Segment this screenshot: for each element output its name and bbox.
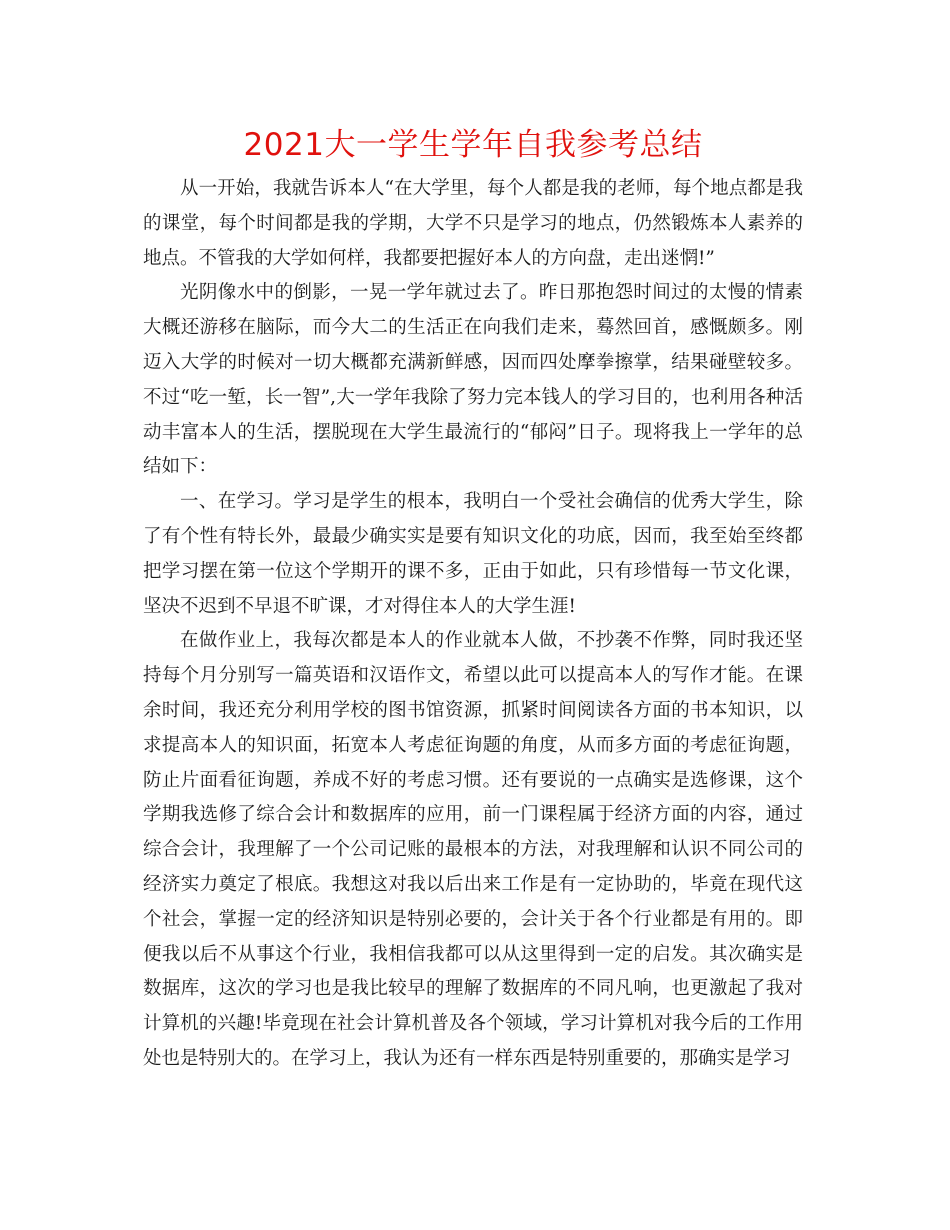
paragraph-year-review: 光阴像水中的倒影，一晃一学年就过去了。昨日那抱怨时间过的太慢的情素大概还游移在脑际，而今大二的生活正在向我们走来，蓦然回首，感慨颇多。刚迈入大学的时候对一切大概都充满新鲜感，因而四处摩拳擦掌，结果碰壁较多。不过“吃一堑，长一智”,大一学年我除了努力完本钱人的学习目的，也利用各种活动丰富本人的生活，摆脱现在大学生最流行的“郁闷”日子。现将我上一学年的总结如下： — [143, 282, 803, 478]
document-title: 2021大一学生学年自我参考总结 — [243, 127, 703, 163]
paragraph-intro: 从一开始，我就告诉本人“在大学里，每个人都是我的老师，每个地点都是我的课堂，每个时间都是我的学期，大学不只是学习的地点，仍然锻炼本人素养的地点。不管我的大学如何样，我都要把握好本人的方向盘，走出迷惘!” — [143, 178, 803, 269]
document-page — [143, 118, 803, 1077]
paragraph-study: 一、在学习。学习是学生的根本，我明白一个受社会确信的优秀大学生，除了有个性有特长外，最最少确实实是要有知识文化的功底，因而，我至始至终都把学习摆在第一位这个学期开的课不多，正由于如此，只有珍惜每一节文化课，坚决不迟到不早退不旷课，才对得住本人的大学生涯! — [143, 491, 803, 617]
paragraph-homework: 在做作业上，我每次都是本人的作业就本人做，不抄袭不作弊，同时我还坚持每个月分别写一篇英语和汉语作文，希望以此可以提高本人的写作才能。在课余时间，我还充分利用学校的图书馆资源，抓紧时间阅读各方面的书本知识，以求提高本人的知识面，拓宽本人考虑征询题的角度，从而多方面的考虑征询题，防止片面看征询题，养成不好的考虑习惯。还有要说的一点确实是选修课，这个学期我选修了综合会计和数据库的应用，前一门课程属于经济方面的内容，通过综合会计，我理解了一个公司记账的最根本的方法，对我理解和认识不同公司的经济实力奠定了根底。我想这对我以后出来工作是有一定协助的，毕竟在现代这个社会，掌握一定的经济知识是特别必要的，会计关于各个行业都是有用的。即便我以后不从事这个行业，我相信我都可以从这里得到一定的启发。其次确实是数据库，这次的学习也是我比较早的理解了数据库的不同凡响，也更激起了我对计算机的兴趣!毕竟现在社会计算机普及各个领域，学习计算机对我今后的工作用处也是特别大的。在学习上，我认为还有一样东西是特别重要的，那确实是学习 — [143, 630, 803, 1069]
